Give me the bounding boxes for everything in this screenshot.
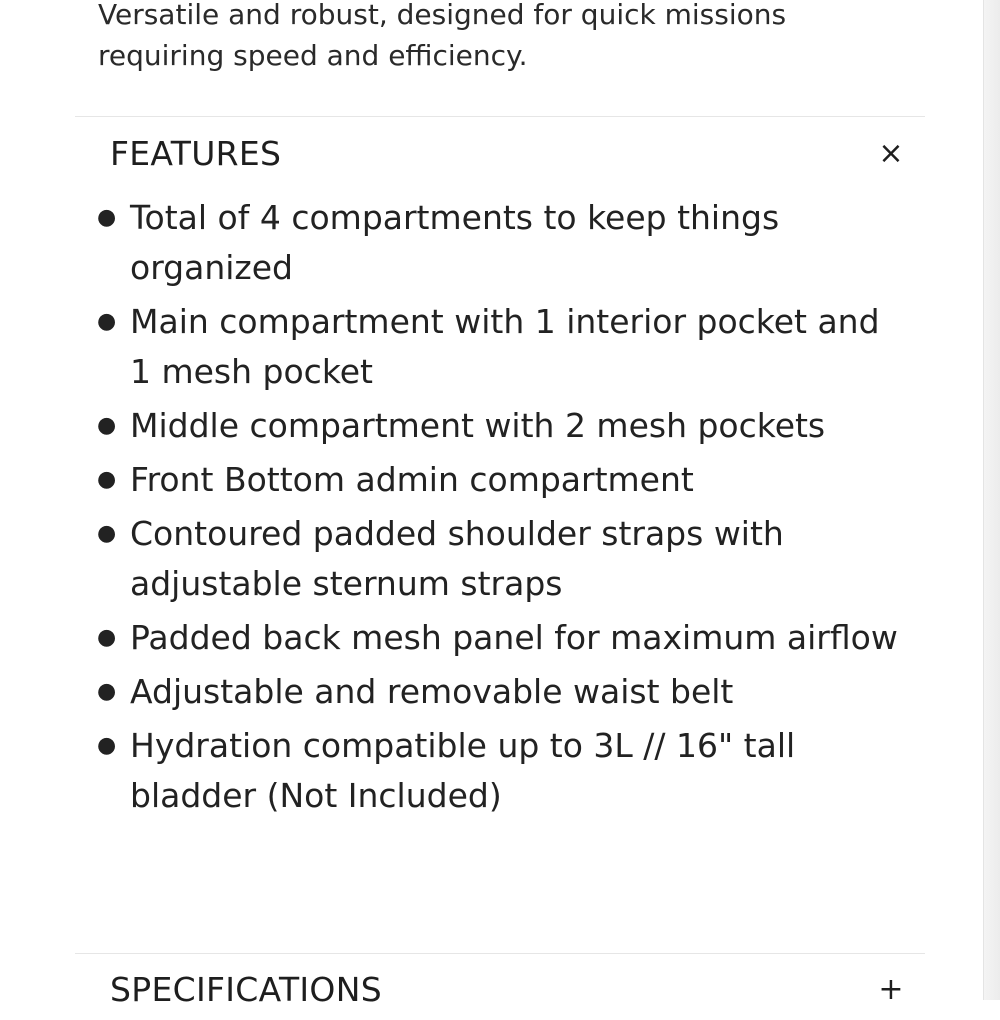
feature-text: Middle compartment with 2 mesh pockets — [130, 406, 826, 445]
bullet-icon: ● — [97, 205, 117, 230]
product-description: Versatile and robust, designed for quick missions requiring speed and efficiency. — [98, 0, 787, 72]
specifications-accordion-header[interactable] — [75, 960, 925, 1020]
features-title: FEATURES — [110, 134, 282, 173]
feature-text: Adjustable and removable waist belt — [130, 672, 734, 711]
features-accordion-header[interactable] — [75, 124, 925, 184]
feature-text: Hydration compatible up to 3L // 16" tall bladder (Not Included) — [130, 726, 796, 815]
bullet-icon: ● — [97, 309, 117, 334]
list-item — [97, 721, 900, 821]
specifications-title: SPECIFICATIONS — [110, 970, 382, 1009]
section-divider — [75, 953, 925, 954]
list-item — [97, 193, 900, 293]
feature-text: Contoured padded shoulder straps with adjustable sternum straps — [130, 514, 784, 603]
list-item — [97, 667, 900, 717]
list-item — [97, 297, 900, 397]
bullet-icon: ● — [97, 467, 117, 492]
feature-text: Total of 4 compartments to keep things organized — [130, 198, 780, 287]
list-item — [97, 509, 900, 609]
bullet-icon: ● — [97, 521, 117, 546]
feature-text: Padded back mesh panel for maximum airflow — [130, 618, 898, 657]
bullet-icon: ● — [97, 679, 117, 704]
bullet-icon: ● — [97, 733, 117, 758]
section-divider — [75, 116, 925, 117]
list-item — [97, 613, 900, 663]
list-item — [97, 455, 900, 505]
plus-icon[interactable]: + — [878, 972, 904, 1007]
close-icon[interactable]: × — [878, 136, 904, 171]
feature-text: Main compartment with 1 interior pocket and 1 mesh pocket — [130, 302, 880, 391]
features-list — [97, 193, 900, 825]
feature-text: Front Bottom admin compartment — [130, 460, 694, 499]
bullet-icon: ● — [97, 625, 117, 650]
list-item — [97, 401, 900, 451]
bullet-icon: ● — [97, 413, 117, 438]
scrollbar-track[interactable] — [983, 0, 1000, 1000]
